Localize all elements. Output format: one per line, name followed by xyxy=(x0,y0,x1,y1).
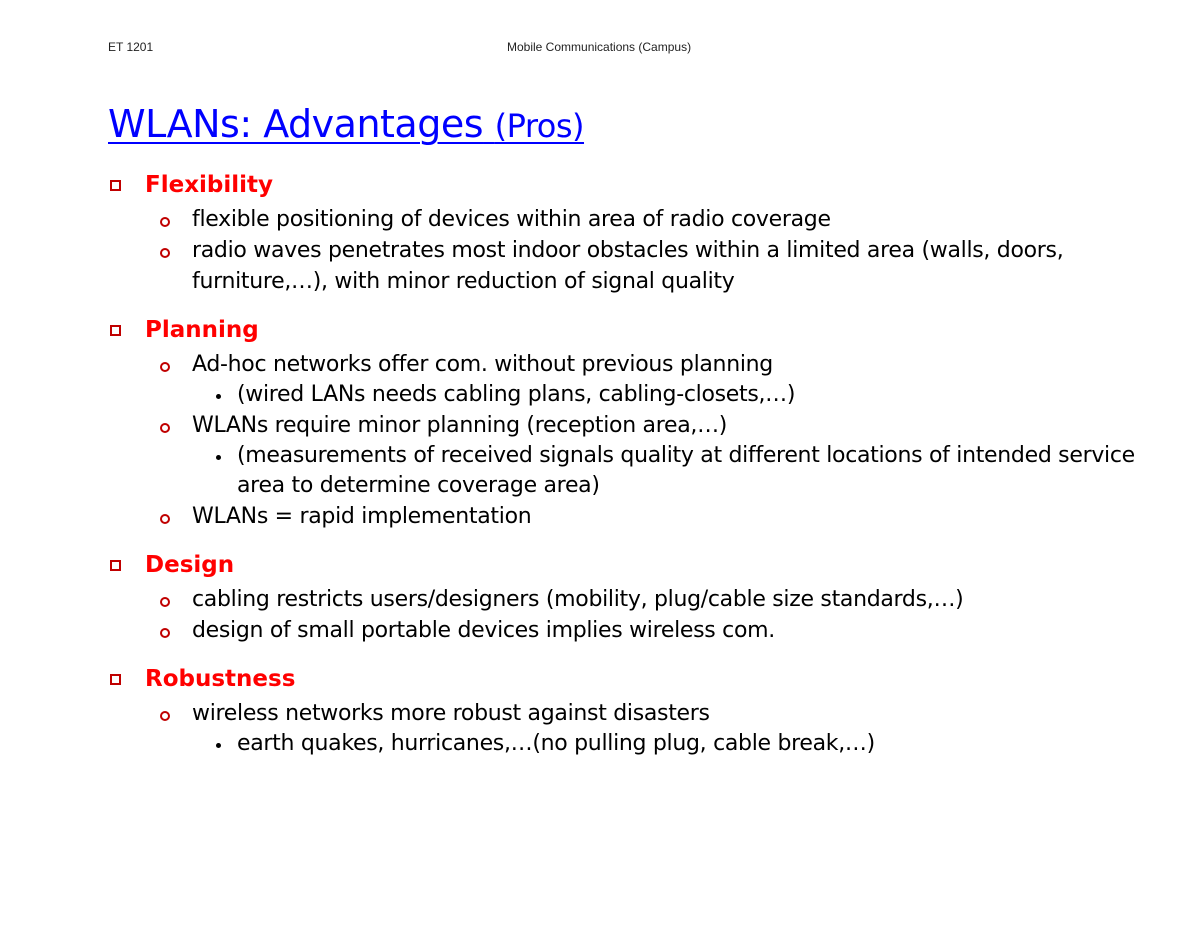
list-item xyxy=(108,235,1168,297)
section-design xyxy=(108,546,1168,646)
slide-content xyxy=(108,166,1168,773)
circle-bullet-icon xyxy=(160,217,170,227)
list-item xyxy=(108,698,1168,729)
header-course-title: Mobile Communications (Campus) xyxy=(507,40,692,54)
list-item-text: design of small portable devices implies wireless com. xyxy=(192,618,775,643)
section-robustness xyxy=(108,660,1168,759)
circle-bullet-icon xyxy=(160,248,170,258)
circle-bullet-icon xyxy=(160,597,170,607)
list-item-text: cabling restricts users/designers (mobility, plug/cable size standards,…) xyxy=(192,587,964,612)
list-item-text: wireless networks more robust against disasters xyxy=(192,701,710,726)
slide-title-main: WLANs: Advantages xyxy=(108,102,484,146)
list-item xyxy=(108,410,1168,441)
list-item xyxy=(108,349,1168,380)
dot-bullet-icon xyxy=(216,394,221,399)
dot-bullet-icon xyxy=(216,455,221,460)
list-item xyxy=(108,204,1168,235)
square-bullet-icon xyxy=(110,325,121,336)
circle-bullet-icon xyxy=(160,628,170,638)
list-item-text: WLANs require minor planning (reception area,…) xyxy=(192,413,728,438)
section-heading xyxy=(108,660,1168,698)
section-heading xyxy=(108,311,1168,349)
circle-bullet-icon xyxy=(160,514,170,524)
circle-bullet-icon xyxy=(160,423,170,433)
section-flexibility xyxy=(108,166,1168,297)
slide-title-sub: (Pros) xyxy=(494,107,585,145)
section-title: Flexibility xyxy=(145,172,274,198)
list-item xyxy=(108,501,1168,532)
square-bullet-icon xyxy=(110,560,121,571)
section-planning xyxy=(108,311,1168,532)
dot-bullet-icon xyxy=(216,743,221,748)
sub-list-item-text: earth quakes, hurricanes,…(no pulling plug, cable break,…) xyxy=(237,731,875,756)
sub-list-item-text: (wired LANs needs cabling plans, cabling-closets,…) xyxy=(237,382,796,407)
list-item-text: Ad-hoc networks offer com. without previous planning xyxy=(192,352,773,377)
section-heading xyxy=(108,546,1168,584)
list-item xyxy=(108,584,1168,615)
square-bullet-icon xyxy=(110,674,121,685)
sub-list-item xyxy=(108,441,1168,501)
section-heading xyxy=(108,166,1168,204)
circle-bullet-icon xyxy=(160,711,170,721)
sub-list-item-text: (measurements of received signals quality at different locations of intended service area to determine coverage area) xyxy=(237,443,1135,498)
sub-list-item xyxy=(108,729,1168,759)
section-title: Planning xyxy=(145,317,259,343)
list-item-text: flexible positioning of devices within area of radio coverage xyxy=(192,207,831,232)
slide-title xyxy=(108,96,584,154)
section-title: Robustness xyxy=(145,666,296,692)
circle-bullet-icon xyxy=(160,362,170,372)
list-item-text: WLANs = rapid implementation xyxy=(192,504,532,529)
list-item xyxy=(108,615,1168,646)
section-title: Design xyxy=(145,552,235,578)
header-course-code: ET 1201 xyxy=(108,40,154,54)
square-bullet-icon xyxy=(110,180,121,191)
sub-list-item xyxy=(108,380,1168,410)
list-item-text: radio waves penetrates most indoor obstacles within a limited area (walls, doors, furniture,…), with minor reduction of signal quality xyxy=(192,238,1064,294)
